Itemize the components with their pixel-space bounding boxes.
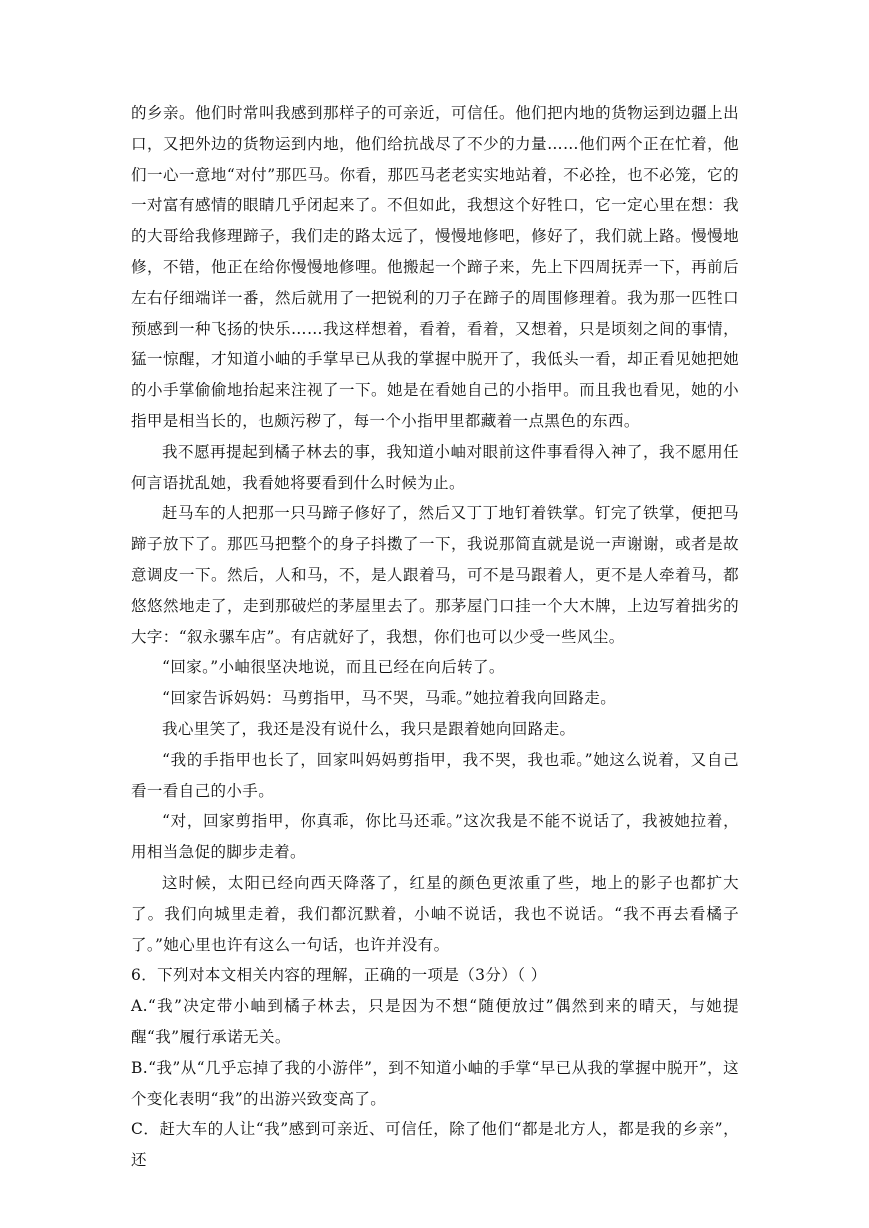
- question-stem: 6．下列对本文相关内容的理解，正确的一项是（3分）（ ）: [131, 966, 547, 985]
- paragraph-2: 我不愿再提起到橘子林去的事，我知道小岫对眼前这件事看得入神了，我不愿用任何言语扰乱她，我看她将要看到什么时候为止。: [131, 442, 739, 492]
- option-c: C．赶大车的人让“我”感到可亲近、可信任，除了他们“都是北方人，都是我的乡亲”，还: [131, 1120, 739, 1170]
- paragraph-7: “我的手指甲也长了，回家叫妈妈剪指甲，我不哭，我也乖。”她这么说着，又自己看一看自己的小手。: [131, 750, 739, 800]
- option-a: A.“我”决定带小岫到橘子林去，只是因为不想“随便放过”偶然到来的晴天，与她提醒“我”履行承诺无关。: [131, 997, 739, 1046]
- paragraph-3: 赶马车的人把那一只马蹄子修好了，然后又丁丁地钉着铁掌。钉完了铁掌，便把马蹄子放下了。那匹马把整个的身子抖擞了一下，我说那简直就是说一声谢谢，或者是故意调皮一下。然后，人和马，不，是人跟着马，可不是马跟着人，更不是人牵着马，都悠悠然地走了，走到那破烂的茅屋里去了。那茅屋门口挂一个大木牌，上边写着拙劣的大字：“叙永骡车店”。有店就好了，我想，你们也可以少受一些风尘。: [131, 504, 739, 646]
- paragraph-5: “回家告诉妈妈：马剪指甲，马不哭，马乖。”她拉着我向回路走。: [162, 689, 617, 708]
- paragraph-6: 我心里笑了，我还是没有说什么，我只是跟着她向回路走。: [162, 719, 576, 738]
- paragraph-9: 这时候，太阳已经向西天降落了，红星的颜色更浓重了些，地上的影子也都扩大了。我们向城里走着，我们都沉默着，小岫不说话，我也不说话。“我不再去看橘子了。”她心里也许有这么一句话，也许并没有。: [131, 873, 739, 954]
- paragraph-8: “对，回家剪指甲，你真乖，你比马还乖。”这次我是不能不说话了，我被她拉着，用相当急促的脚步走着。: [131, 812, 739, 862]
- paragraph-4: “回家。”小岫很坚决地说，而且已经在向后转了。: [162, 658, 505, 677]
- paragraph-1: 的乡亲。他们时常叫我感到那样子的可亲近，可信任。他们把内地的货物运到边疆上出口，又把外边的货物运到内地，他们给抗战尽了不少的力量……他们两个正在忙着，他们一心一意地“对付”那匹马。你看，那匹马老老实实地站着，不必拴，也不必笼，它的一对富有感情的眼睛几乎闭起来了。不但如此，我想这个好牲口，它一定心里在想：我的大哥给我修理蹄子，我们走的路太远了，慢慢地修吧，修好了，我们就上路。慢慢地修，不错，他正在给你慢慢地修哩。他搬起一个蹄子来，先上下四周抚弄一下，再前后左右仔细端详一番，然后就用了一把锐利的刀子在蹄子的周围修理着。我为那一匹牲口预感到一种飞扬的快乐……我这样想着，看着，看着，又想着，只是顷刻之间的事情，猛一惊醒，才知道小岫的手掌早已从我的掌握中脱开了，我低头一看，却正看见她把她的小手掌偷偷地抬起来注视了一下。她是在看她自己的小指甲。而且我也看见，她的小指甲是相当长的，也颇污秽了，每一个小指甲里都藏着一点黑色的东西。: [131, 104, 739, 430]
- option-b: B.“我”从“几乎忘掉了我的小游伴”，到不知道小岫的手掌“早已从我的掌握中脱开”，这个变化表明“我”的出游兴致变高了。: [131, 1058, 739, 1108]
- document-body: [131, 98, 739, 1176]
